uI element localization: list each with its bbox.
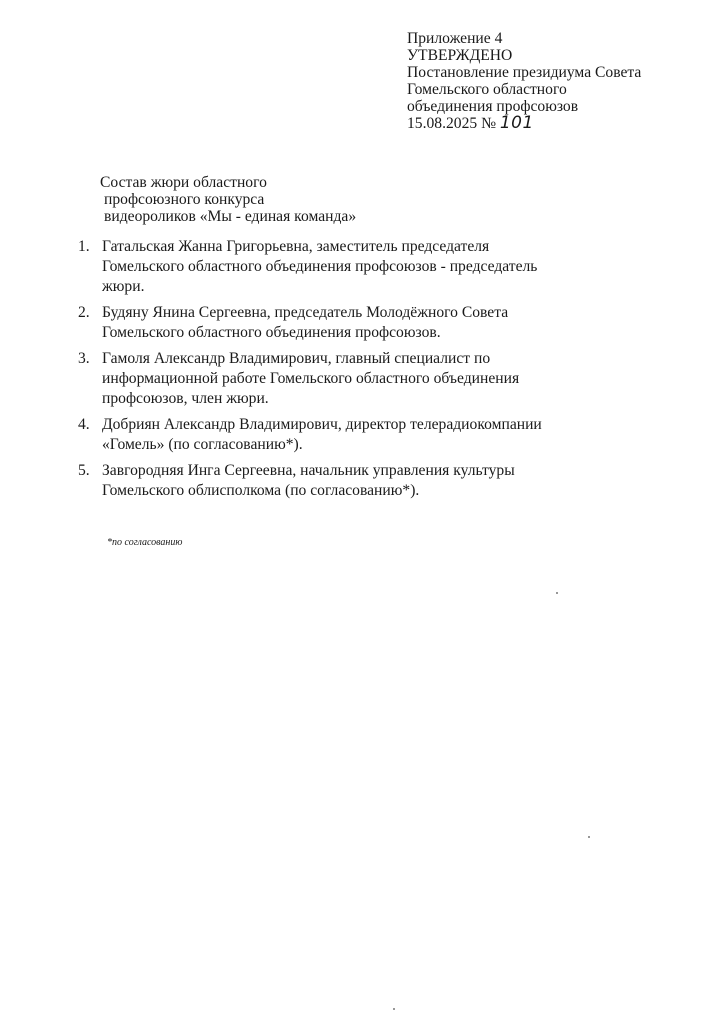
jury-member: [70, 237, 690, 297]
decree-line-3: объединения профсоюзов: [407, 98, 579, 115]
member-text-line: Гомельского областного объединения профсоюзов - председатель: [102, 258, 538, 275]
member-text-line: Гомельского областного объединения профсоюзов.: [102, 324, 441, 341]
scan-speck: [588, 836, 590, 838]
member-text-line: Добриян Александр Владимирович, директор телерадиокомпании: [102, 416, 542, 433]
jury-member: [70, 303, 690, 343]
member-number: 4.: [78, 416, 90, 433]
handwritten-doc-number: 101: [499, 113, 534, 133]
member-number: 2.: [78, 304, 90, 321]
appendix-label: Приложение 4: [407, 30, 503, 47]
member-text-line: информационной работе Гомельского областного объединения: [102, 370, 520, 387]
approved-label: УТВЕРЖДЕНО: [407, 47, 513, 64]
jury-member: [70, 349, 690, 409]
decree-line-1: Постановление президиума Совета: [407, 64, 642, 81]
member-text-line: Гамоля Александр Владимирович, главный специалист по: [102, 350, 491, 367]
scan-speck: [556, 592, 558, 594]
member-number: 5.: [78, 462, 90, 479]
decree-line-2: Гомельского областного: [407, 81, 567, 98]
title-line-3: видеороликов «Мы - единая команда»: [104, 208, 357, 225]
member-text-line: профсоюзов, член жюри.: [102, 390, 269, 407]
document-title: [100, 174, 500, 225]
member-text-line: Гатальская Жанна Григорьевна, заместитель председателя: [102, 238, 490, 255]
member-text-line: жюри.: [102, 278, 145, 295]
member-text-line: Завгородняя Инга Сергеевна, начальник управления культуры: [102, 462, 515, 479]
title-line-1: Состав жюри областного: [100, 174, 267, 191]
jury-member: [70, 461, 690, 501]
approval-block: [407, 30, 707, 132]
member-number: 3.: [78, 350, 90, 367]
member-text-line: Будяну Янина Сергеевна, председатель Молодёжного Совета: [102, 304, 509, 321]
title-line-2: профсоюзного конкурса: [104, 191, 265, 208]
footnote: *по согласованию: [107, 537, 183, 548]
scan-speck: [393, 1008, 395, 1010]
member-text-line: Гомельского облисполкома (по согласованию*).: [102, 482, 420, 499]
jury-list: [70, 237, 690, 507]
member-text-line: «Гомель» (по согласованию*).: [102, 436, 303, 453]
date-number-line: [407, 115, 707, 132]
member-number: 1.: [78, 238, 90, 255]
decree-date: 15.08.2025 №: [407, 115, 496, 132]
jury-member: [70, 415, 690, 455]
